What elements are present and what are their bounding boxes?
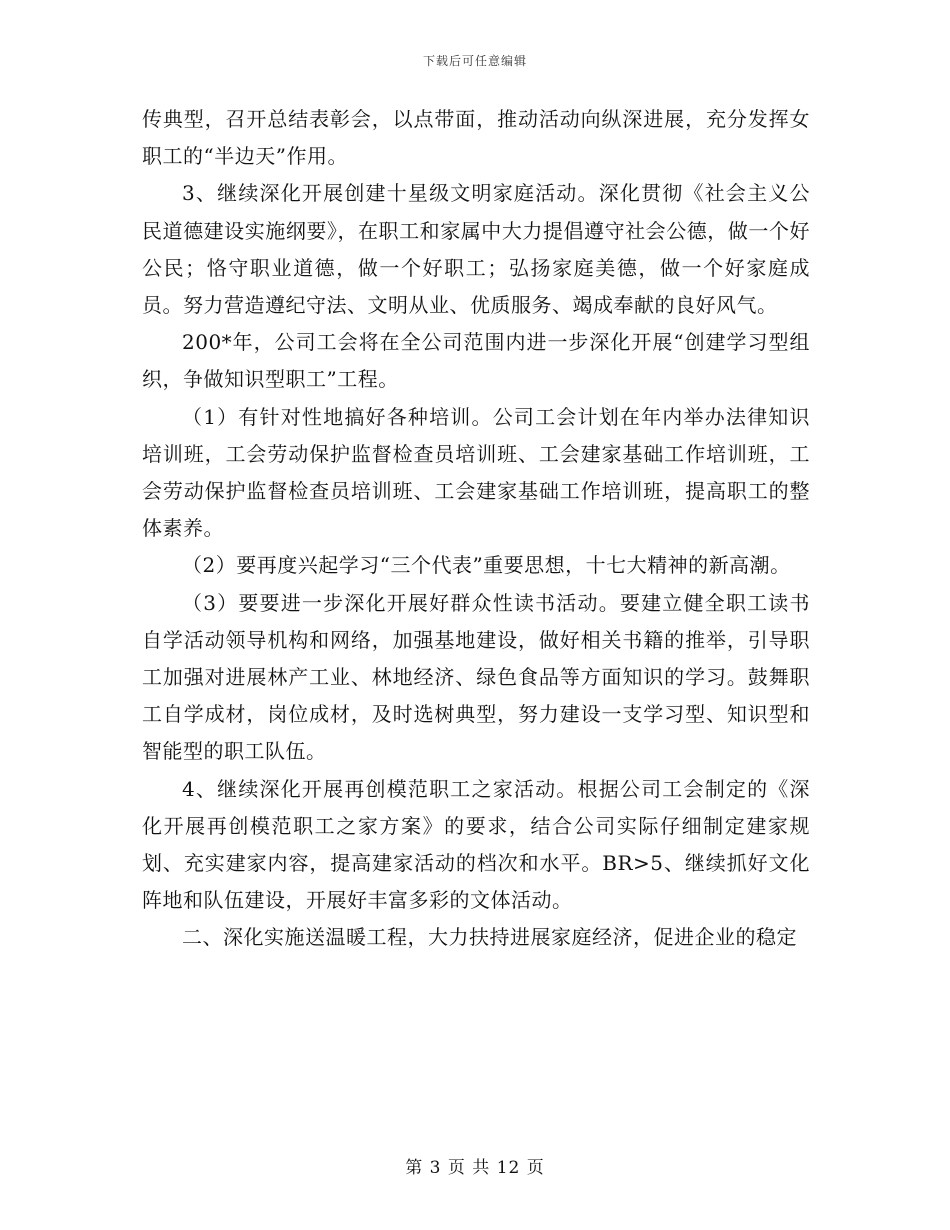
paragraph-sub-2: （2）要再度兴起学习“三个代表”重要思想，十七大精神的新高潮。 (182, 553, 791, 578)
paragraph-section-2-heading: 二、深化实施送温暖工程，大力扶持进展家庭经济，促进企业的稳定 (182, 925, 797, 950)
paragraph-item-3: 3、继续深化开展创建十星级文明家庭活动。深化贯彻《社会主义公民道德建设实施纲要》，在职工和家属中大力提倡遵守社会公德，做一个好公民；恪守职业道德，做一个好职工；弘扬家庭美德，做一个好家庭成员。努力营造遵纪守法、文明从业、优质服务、竭成奉献的良好风气。 (142, 181, 810, 318)
paragraph-sub-3: （3）要要进一步深化开展好群众性读书活动。要建立健全职工读书自学活动领导机构和网络，加强基地建设，做好相关书籍的推举，引导职工加强对进展林产工业、林地经济、绿色食品等方面知识的学习。鼓舞职工自学成材，岗位成材，及时选树典型，努力建设一支学习型、知识型和智能型的职工队伍。 (142, 590, 810, 764)
paragraph-sub-1: （1）有针对性地搞好各种培训。公司工会计划在年内举办法律知识培训班，工会劳动保护监督检查员培训班、工会建家基础工作培训班，工会劳动保护监督检查员培训班、工会建家基础工作培训班，提高职工的整体素养。 (142, 404, 810, 541)
paragraph-continuation: 传典型，召开总结表彰会，以点带面，推动活动向纵深进展，充分发挥女职工的“半边天”作用。 (142, 107, 810, 169)
paragraph-item-4: 4、继续深化开展再创模范职工之家活动。根据公司工会制定的《深化开展再创模范职工之家方案》的要求，结合公司实际仔细制定建家规划、充实建家内容，提高建家活动的档次和水平。BR>5、继续抓好文化阵地和队伍建设，开展好丰富多彩的文体活动。 (142, 776, 810, 913)
page-footer: 第 3 页 共 12 页 (405, 1158, 545, 1178)
document-body (142, 101, 810, 957)
paragraph-learning-org: 200*年，公司工会将在全公司范围内进一步深化开展“创建学习型组织，争做知识型职工”工程。 (142, 330, 810, 392)
page-header: 下载后可任意编辑 (422, 54, 527, 68)
